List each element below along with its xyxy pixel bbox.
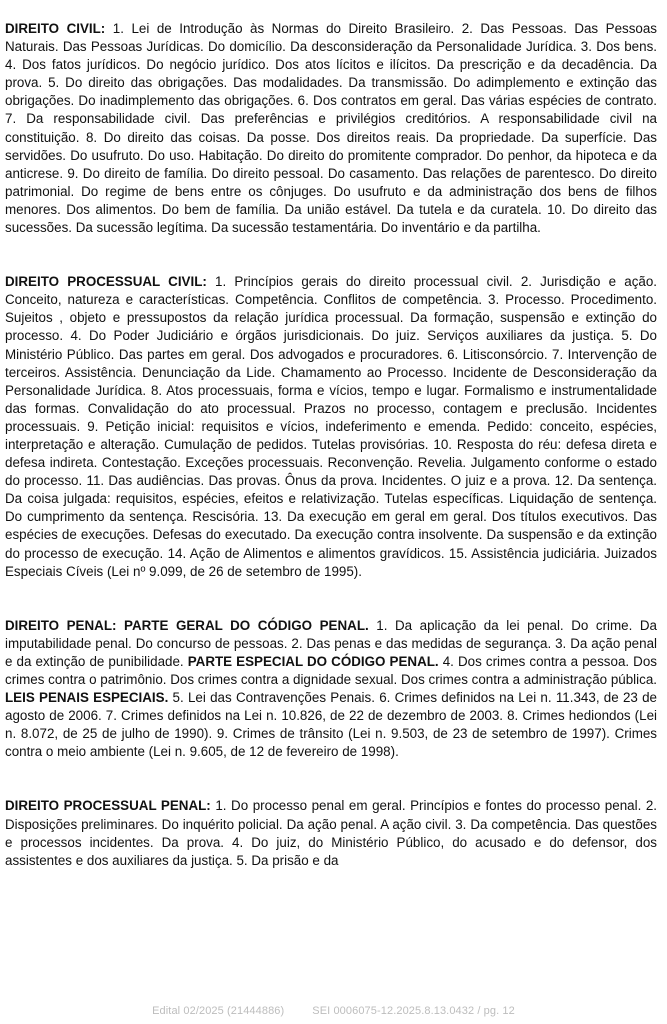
- section-title: DIREITO PROCESSUAL CIVIL:: [5, 274, 207, 290]
- document-body: [5, 20, 657, 870]
- footer-sei: SEI 0006075-12.2025.8.13.0432 / pg. 12: [312, 1005, 515, 1017]
- section-title: DIREITO PENAL: PARTE GERAL DO CÓDIGO PENAL.: [5, 617, 369, 633]
- subsection-title: PARTE ESPECIAL DO CÓDIGO PENAL.: [187, 653, 439, 669]
- section-text: 1. Da aplicação da lei penal. Do crime. Da imputabilidade penal. Do concurso de pessoas. 2. Das penas e das medidas de segurança. 3. Da ação penal e da extinção de punibilidade.: [5, 617, 657, 669]
- section-title: DIREITO CIVIL:: [5, 21, 106, 36]
- section-text: 5. Lei das Contravenções Penais. 6. Crimes definidos na Lei n. 11.343, de 23 de agosto de 2006. 7. Crimes definidos na Lei n. 10.826, de 22 de dezembro de 2003. 8. Crimes hediondos (Lei n. 8.072, de 25 de julho de 1990). 9. Crimes de trânsito (Lei n. 9.503, de 23 de setembro de 1997). Crimes contra o meio ambiente (Lei n. 9.605, de 12 de fevereiro de 1998).: [5, 690, 657, 760]
- section-text: 4. Dos crimes contra a pessoa. Dos crimes contra o patrimônio. Dos crimes contra a dignidade sexual. Dos crimes contra a administração pública.: [5, 653, 657, 687]
- section-title: DIREITO PROCESSUAL PENAL:: [5, 798, 211, 814]
- page-footer: [0, 1005, 667, 1017]
- section-direito-processual-civil: [5, 273, 657, 581]
- section-direito-processual-penal: [5, 797, 657, 869]
- section-text: 1. Lei de Introdução às Normas do Direito Brasileiro. 2. Das Pessoas. Das Pessoas Naturais. Das Pessoas Jurídicas. Do domicílio. Da desconsideração da Personalidade Jurídica. 3. Dos bens. 4. Dos fatos jurídicos. Do negócio jurídico. Dos atos lícitos e ilícitos. Da prescrição e da decadência. Da prova. 5. Do direito das obrigações. Das modalidades. Da transmissão. Do adimplemento e extinção das obrigações. Do inadimplemento das obrigações. 6. Dos contratos em geral. Das várias espécies de contrato. 7. Da responsabilidade civil. Das preferências e privilégios creditórios. A responsabilidade civil na constituição. 8. Do direito das coisas. Da posse. Dos direitos reais. Da propriedade. Da superfície. Das servidões. Do usufruto. Do uso. Habitação. Do direito do promitente comprador. Do penhor, da hipoteca e da anticrese. 9. Do direito de família. Do direito pessoal. Do casamento. Das relações de parentesco. Do direito patrimonial. Do regime de bens entre os cônjuges. Do usufruto e da administração dos bens de filhos menores. Dos alimentos. Do bem de família. Da união estável. Da tutela e da curatela. 10. Do direito das sucessões. Da sucessão legítima. Da sucessão testamentária. Do inventário e da partilha.: [5, 21, 657, 236]
- section-text: 1. Princípios gerais do direito processual civil. 2. Jurisdição e ação. Conceito, natureza e características. Competência. Conflitos de competência. 3. Processo. Procedimento. Sujeitos , objeto e pressupostos da relação jurídica processual. Da formação, suspensão e extinção do processo. 4. Do Poder Judiciário e órgãos jurisdicionais. Do juiz. Serviços auxiliares da justiça. 5. Do Ministério Público. Das partes em geral. Dos advogados e procuradores. 6. Litisconsórcio. 7. Intervenção de terceiros. Assistência. Denunciação da Lide. Chamamento ao Processo. Incidente de Desconsideração da Personalidade Jurídica. 8. Atos processuais, forma e vícios, tempo e lugar. Formalismo e instrumentalidade das formas. Convalidação do ato processual. Prazos no processo, contagem e preclusão. Incidentes processuais. 9. Petição inicial: requisitos e vícios, indeferimento e emenda. Pedido: conceito, espécies, interpretação e alteração. Cumulação de pedidos. Tutelas provisórias. 10. Resposta do réu: defesa direta e defesa indireta. Contestação. Exceções processuais. Reconvenção. Revelia. Julgamento conforme o estado do processo. 11. Das audiências. Das provas. Ônus da prova. Incidentes. O juiz e a prova. 12. Da sentença. Da coisa julgada: requisitos, espécies, efeitos e relativização. Tutelas específicas. Liquidação de sentença. Do cumprimento da sentença. Rescisória. 13. Da execução em geral em geral. Dos títulos executivos. Das espécies de execuções. Defesas do executado. Da execução contra insolvente. Da suspensão e da extinção do processo de execução. 14. Ação de Alimentos e alimentos gravídicos. 15. Assistência judiciária. Juizados Especiais Cíveis (Lei nº 9.099, de 26 de setembro de 1995).: [5, 274, 658, 579]
- section-text: 1. Do processo penal em geral. Princípios e fontes do processo penal. 2. Disposições preliminares. Do inquérito policial. Da ação penal. A ação civil. 3. Da competência. Das questões e processos incidentes. Da prova. 4. Do juiz, do Ministério Público, do acusado e do defensor, dos assistentes e dos auxiliares da justiça. 5. Da prisão e da: [5, 798, 658, 868]
- section-direito-civil: [5, 20, 657, 237]
- subsection-title: LEIS PENAIS ESPECIAIS.: [5, 690, 169, 706]
- section-direito-penal: [5, 617, 657, 762]
- footer-edital: Edital 02/2025 (21444886): [152, 1005, 285, 1017]
